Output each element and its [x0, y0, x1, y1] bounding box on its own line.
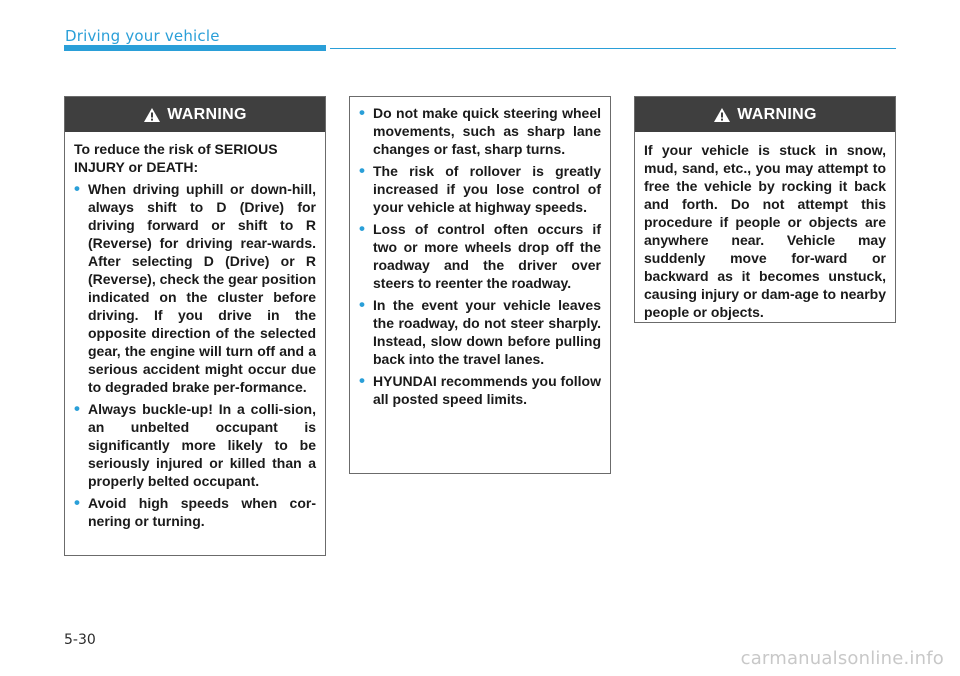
- bullet-item: • Avoid high speeds when cor-nering or turning.: [74, 494, 316, 530]
- warning-body: [350, 97, 610, 408]
- bullet-item: • The risk of rollover is greatly increased if you lose control of your vehicle at highway speeds.: [359, 162, 601, 216]
- header-rule-thin: [330, 48, 896, 49]
- warning-box-left: [64, 96, 326, 556]
- warning-body: [65, 132, 325, 530]
- page-number: 5-30: [64, 632, 96, 648]
- watermark: carmanualsonline.info: [740, 648, 944, 669]
- warning-bullets: [359, 104, 601, 408]
- bullet-item: • Loss of control often occurs if two or more wheels drop off the roadway and the driver over steers to reenter the roadway.: [359, 220, 601, 292]
- bullet-item: • When driving uphill or down-hill, always shift to D (Drive) for driving forward or shift to R (Reverse) for driving rear-wards. After selecting D (Drive) or R (Reverse), check the gear position indicated on the cluster before driving. If you drive in the opposite direction of the selected gear, the engine will turn off and a serious accident might occur due to degraded brake per-formance.: [74, 180, 316, 396]
- warning-label: WARNING: [737, 105, 817, 123]
- warning-triangle-icon: [143, 107, 161, 123]
- warning-body: [635, 132, 895, 321]
- warning-triangle-icon: [713, 107, 731, 123]
- warning-text: If your vehicle is stuck in snow, mud, sand, etc., you may attempt to free the vehicle by rocking it back and forth. Do not attempt this procedure if people or objects are anywhere near. Vehicle may suddenly move for-ward or backward as it becomes unstuck, causing injury or dam-age to nearby people or objects.: [644, 142, 886, 320]
- header-rule-thick: [64, 45, 326, 51]
- warning-box-middle: [349, 96, 611, 474]
- warning-intro: To reduce the risk of SERIOUS INJURY or DEATH:: [74, 141, 278, 175]
- bullet-item: • HYUNDAI recommends you follow all posted speed limits.: [359, 372, 601, 408]
- bullet-item: • Do not make quick steering wheel movements, such as sharp lane changes or fast, sharp turns.: [359, 104, 601, 158]
- section-title: Driving your vehicle: [65, 27, 220, 45]
- warning-header: [635, 97, 895, 132]
- warning-header: [65, 97, 325, 132]
- bullet-item: • In the event your vehicle leaves the roadway, do not steer sharply. Instead, slow down before pulling back into the travel lanes.: [359, 296, 601, 368]
- warning-label: WARNING: [167, 105, 247, 123]
- warning-box-right: [634, 96, 896, 323]
- bullet-item: • Always buckle-up! In a colli-sion, an unbelted occupant is significantly more likely to be seriously injured or killed than a properly belted occupant.: [74, 400, 316, 490]
- warning-bullets: [74, 180, 316, 530]
